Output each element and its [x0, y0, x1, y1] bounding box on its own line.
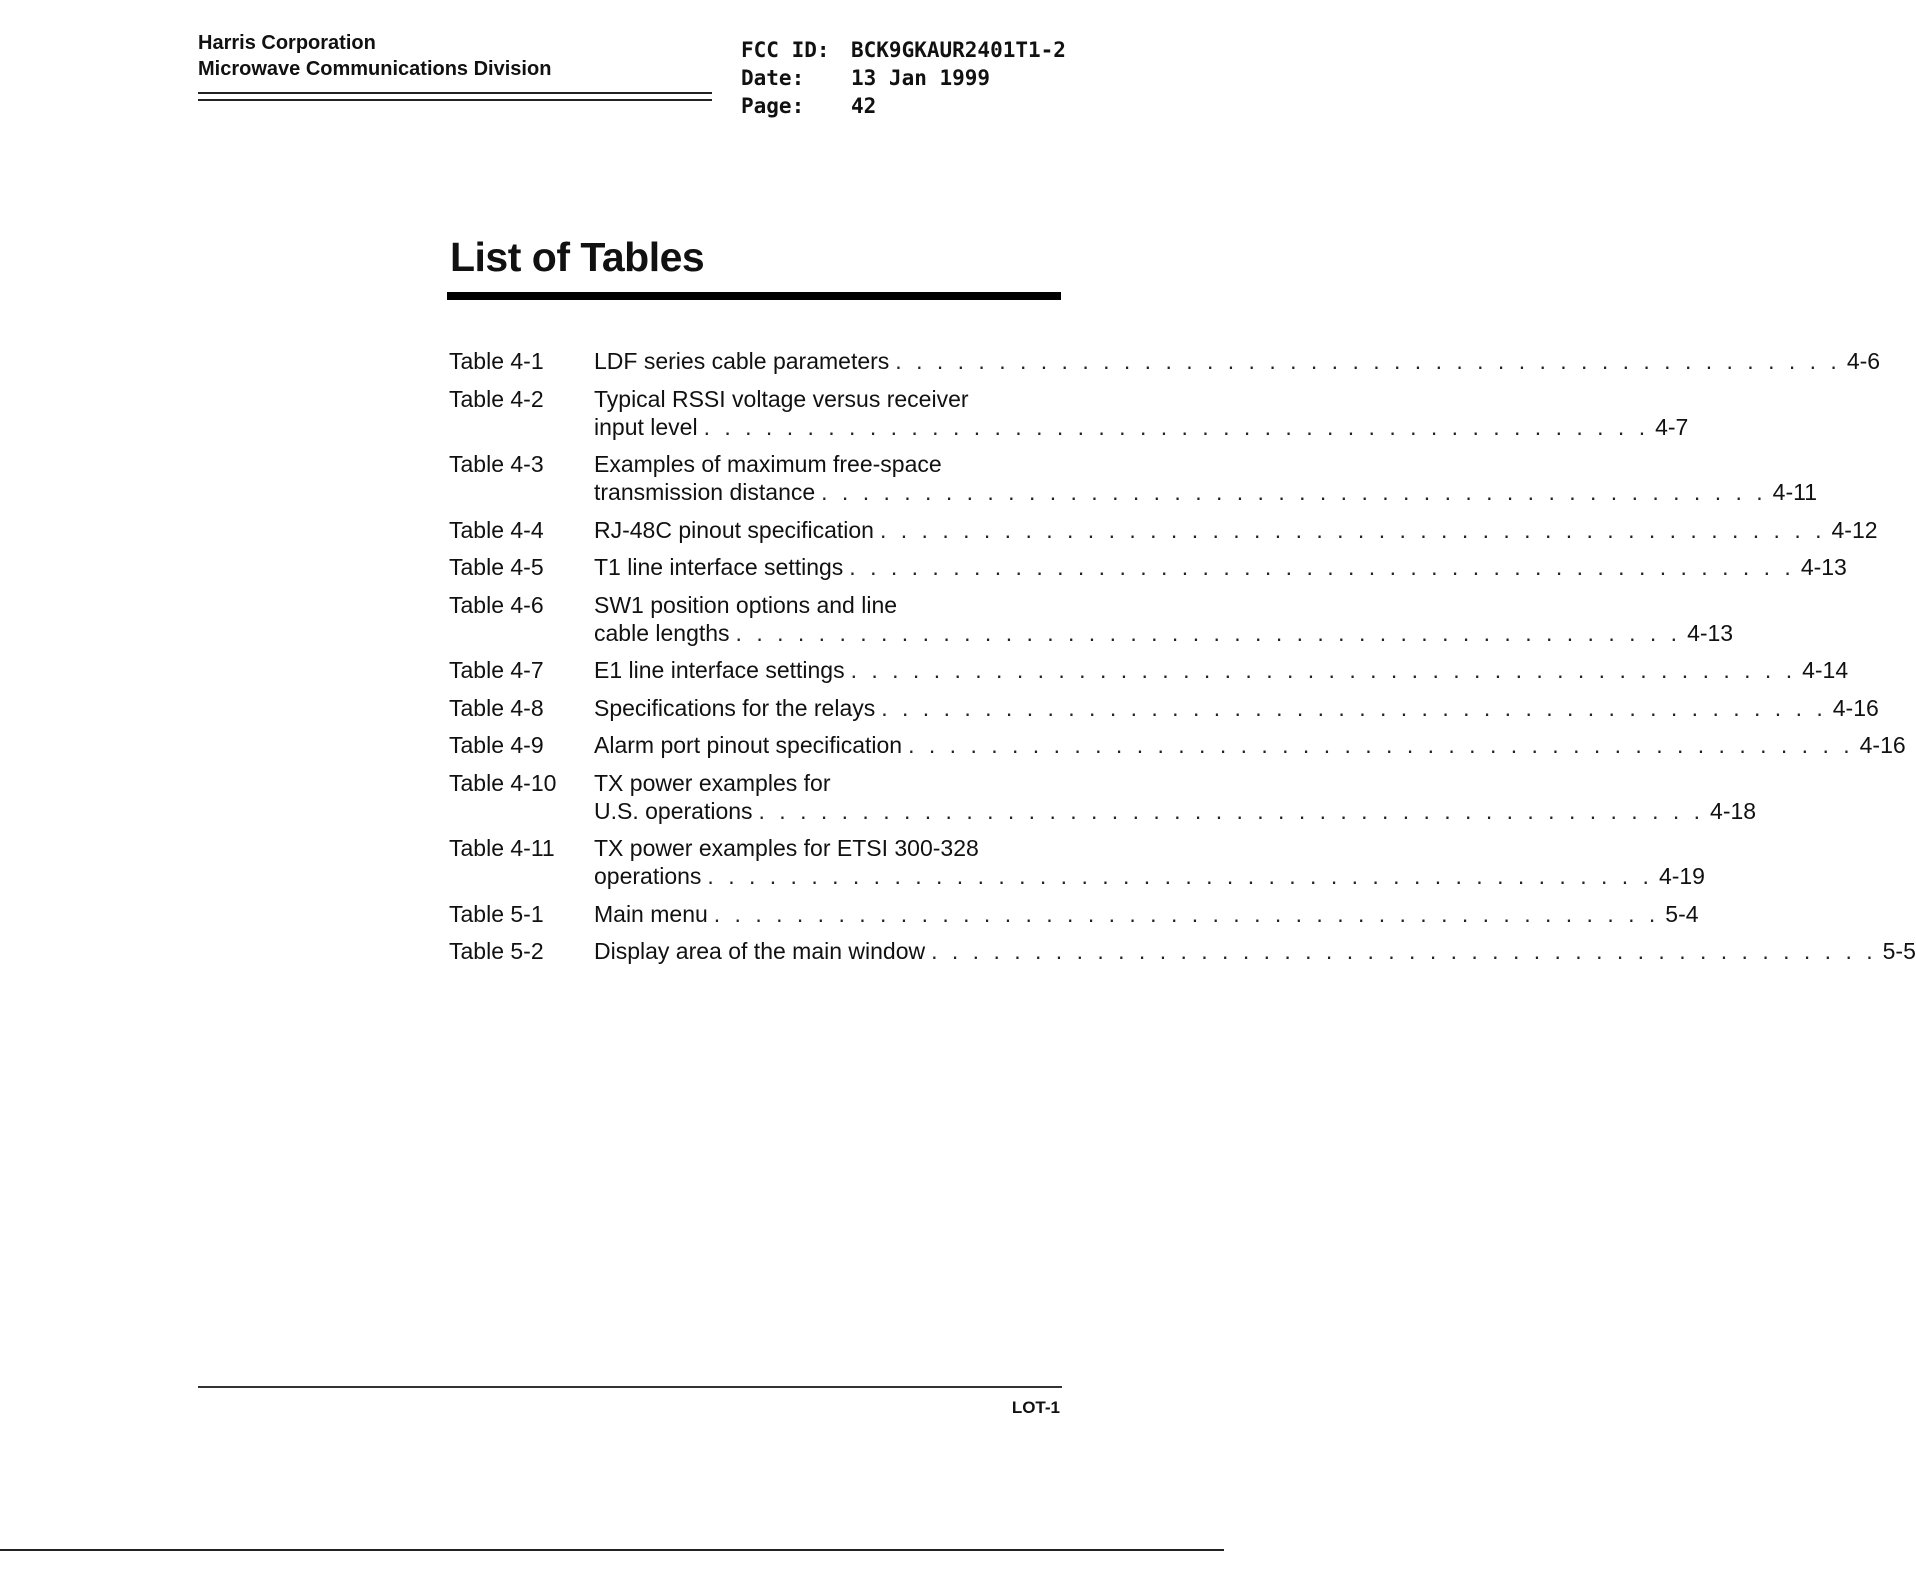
table-title-line: [594, 797, 1756, 825]
table-number: Table 4-8: [449, 694, 544, 721]
table-number: Table 4-6: [449, 591, 544, 618]
table-title-line: [594, 553, 1847, 581]
table-title-line: [594, 516, 1878, 544]
table-title-line: [594, 900, 1699, 928]
date-row: [741, 64, 1066, 92]
list-item: [449, 834, 1705, 890]
table-title: Display area of the main window: [594, 938, 926, 964]
table-entry-body: [594, 731, 1906, 759]
dot-leader: [821, 478, 1767, 506]
table-entry-body: [594, 769, 1756, 825]
footer-rule: [198, 1386, 1062, 1388]
table-title: E1 line interface settings: [594, 657, 845, 683]
dot-leader: [881, 694, 1827, 722]
page-reference: 5-5: [1882, 938, 1916, 964]
table-title: transmission distance: [594, 479, 816, 505]
table-number: Table 4-9: [449, 732, 544, 758]
table-title-line: [594, 656, 1848, 684]
table-title-first-line: Typical RSSI voltage versus receiver: [594, 385, 969, 412]
table-title: operations: [594, 863, 702, 889]
list-item: [449, 694, 1879, 722]
dot-leader: [849, 553, 1795, 581]
page-reference: 5-4: [1665, 900, 1699, 927]
table-title-line: [594, 619, 1733, 647]
table-entry-body: [594, 694, 1879, 722]
dot-leader: [880, 516, 1826, 544]
table-entry-body: [594, 900, 1699, 928]
table-title-line: [594, 862, 1705, 890]
table-title-line: [594, 731, 1906, 759]
list-item: [449, 591, 1734, 647]
page-label: Page:: [741, 94, 805, 118]
table-entry-body: [594, 553, 1847, 581]
table-title-first-line: SW1 position options and line: [594, 591, 898, 618]
table-title-first-line: TX power examples for ETSI 300-328: [594, 835, 979, 861]
header-rule: [198, 92, 712, 101]
table-number: Table 4-4: [449, 516, 544, 543]
dot-leader: [704, 413, 1650, 441]
table-entry-body: [594, 937, 1916, 965]
table-list: [449, 347, 1916, 975]
fcc-id-row: [741, 36, 1066, 64]
dot-leader: [851, 656, 1797, 684]
dot-leader: [895, 347, 1841, 375]
table-title: LDF series cable parameters: [594, 348, 890, 374]
page-reference: 4-14: [1802, 657, 1849, 683]
table-number: Table 4-3: [449, 451, 544, 477]
list-item: [449, 900, 1699, 928]
header-document-info: [741, 36, 1066, 120]
page-reference: 4-13: [1800, 554, 1847, 580]
list-item: [449, 553, 1847, 581]
table-entry-body: [594, 450, 1817, 506]
list-item: [449, 516, 1878, 544]
table-number: Table 5-2: [449, 938, 544, 964]
table-number: Table 4-2: [449, 385, 544, 412]
list-item: [449, 656, 1849, 684]
table-title-first-line: Examples of maximum free-space: [594, 451, 942, 477]
table-title-line: [594, 347, 1880, 375]
list-item: [449, 731, 1906, 759]
table-number: Table 4-10: [449, 769, 557, 796]
table-title: Specifications for the relays: [594, 694, 876, 721]
table-entry-body: [594, 656, 1848, 684]
fcc-id-label: FCC ID:: [741, 38, 830, 62]
header-organization: [198, 30, 551, 82]
table-entry-body: [594, 385, 1688, 441]
page-value: 42: [851, 94, 877, 118]
title-rule: [447, 292, 1061, 300]
page-reference: 4-7: [1655, 413, 1689, 440]
table-number: Table 4-5: [449, 554, 544, 580]
list-item: [449, 769, 1757, 825]
table-title: input level: [594, 413, 698, 440]
dot-leader: [759, 797, 1705, 825]
page-row: [741, 92, 1066, 120]
page-reference: 4-19: [1658, 863, 1705, 889]
dot-leader: [714, 900, 1660, 928]
table-title-line: [594, 478, 1817, 506]
list-item: [449, 347, 1881, 375]
dot-leader: [908, 731, 1854, 759]
table-title-line: [594, 413, 1688, 441]
table-number: Table 5-1: [449, 900, 544, 927]
date-label: Date:: [741, 66, 805, 90]
table-entry-body: [594, 591, 1733, 647]
page-reference: 4-12: [1831, 516, 1878, 543]
table-entry-body: [594, 834, 1705, 890]
dot-leader: [707, 862, 1653, 890]
table-title: RJ-48C pinout specification: [594, 516, 874, 543]
table-number: Table 4-1: [449, 348, 544, 374]
page-reference: 4-18: [1710, 797, 1757, 824]
page-reference: 4-11: [1772, 479, 1817, 505]
table-number: Table 4-7: [449, 657, 544, 683]
dot-leader: [736, 619, 1682, 647]
dot-leader: [931, 937, 1877, 965]
table-title-line: [594, 937, 1916, 965]
page-reference: 4-13: [1687, 619, 1734, 646]
table-title-line: [594, 694, 1879, 722]
table-number: Table 4-11: [449, 835, 555, 861]
page-title: List of Tables: [450, 234, 705, 280]
date-value: 13 Jan 1999: [851, 66, 991, 90]
list-item: [449, 450, 1817, 506]
page-reference: 4-16: [1859, 732, 1906, 758]
footer-page-id: LOT-1: [1011, 1398, 1060, 1417]
table-title-first-line: TX power examples for: [594, 769, 831, 796]
table-entry-body: [594, 347, 1880, 375]
table-entry-body: [594, 516, 1878, 544]
list-item: [449, 937, 1916, 965]
table-title: T1 line interface settings: [594, 554, 844, 580]
table-title: Main menu: [594, 900, 708, 927]
table-title: Alarm port pinout specification: [594, 732, 903, 758]
page-reference: 4-16: [1832, 694, 1879, 721]
table-title: cable lengths: [594, 619, 730, 646]
table-title: U.S. operations: [594, 797, 753, 824]
division-name: Microwave Communications Division: [198, 58, 552, 80]
page-reference: 4-6: [1846, 348, 1881, 374]
fcc-id-value: BCK9GKAUR2401T1-2: [851, 38, 1066, 62]
company-name: Harris Corporation: [198, 32, 376, 54]
bottom-edge-rule: [0, 1549, 1224, 1551]
list-item: [449, 385, 1689, 441]
